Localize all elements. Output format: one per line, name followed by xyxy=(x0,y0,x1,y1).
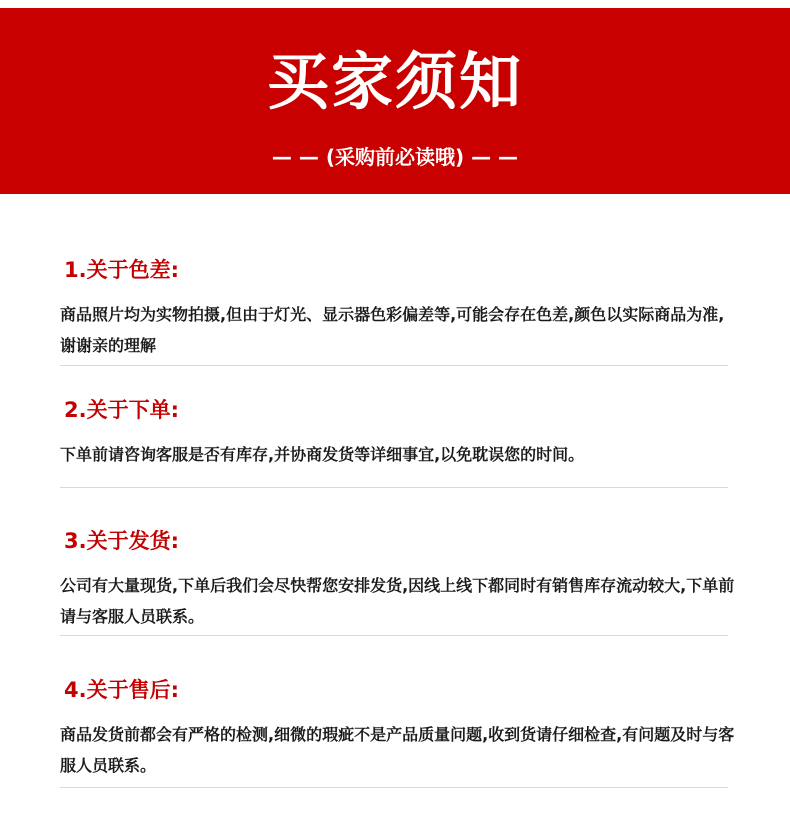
section-divider xyxy=(60,635,728,636)
section-body: 商品照片均为实物拍摄,但由于灯光、显示器色彩偏差等,可能会存在色差,颜色以实际商品为准,谢谢亲的理解 xyxy=(60,305,725,355)
top-strip xyxy=(0,0,790,8)
section-divider xyxy=(60,787,728,788)
section-heading: 1.关于色差: xyxy=(64,258,179,282)
section-body: 下单前请咨询客服是否有库存,并协商发货等详细事宜,以免耽误您的时间。 xyxy=(60,445,585,464)
header-banner xyxy=(0,8,790,194)
page-title: 买家须知 xyxy=(266,45,523,118)
page-subtitle: — — (采购前必读哦) — — xyxy=(271,145,519,169)
section-body: 公司有大量现货,下单后我们会尽快帮您安排发货,因线上线下都同时有销售库存流动较大,下单前请与客服人员联系。 xyxy=(60,576,735,626)
section-heading: 3.关于发货: xyxy=(64,529,179,553)
section-divider xyxy=(60,365,728,366)
section-heading: 4.关于售后: xyxy=(64,678,179,702)
section-divider xyxy=(60,487,728,488)
section-body: 商品发货前都会有严格的检测,细微的瑕疵不是产品质量问题,收到货请仔细检查,有问题及时与客服人员联系。 xyxy=(60,725,735,775)
section-heading: 2.关于下单: xyxy=(64,398,179,422)
